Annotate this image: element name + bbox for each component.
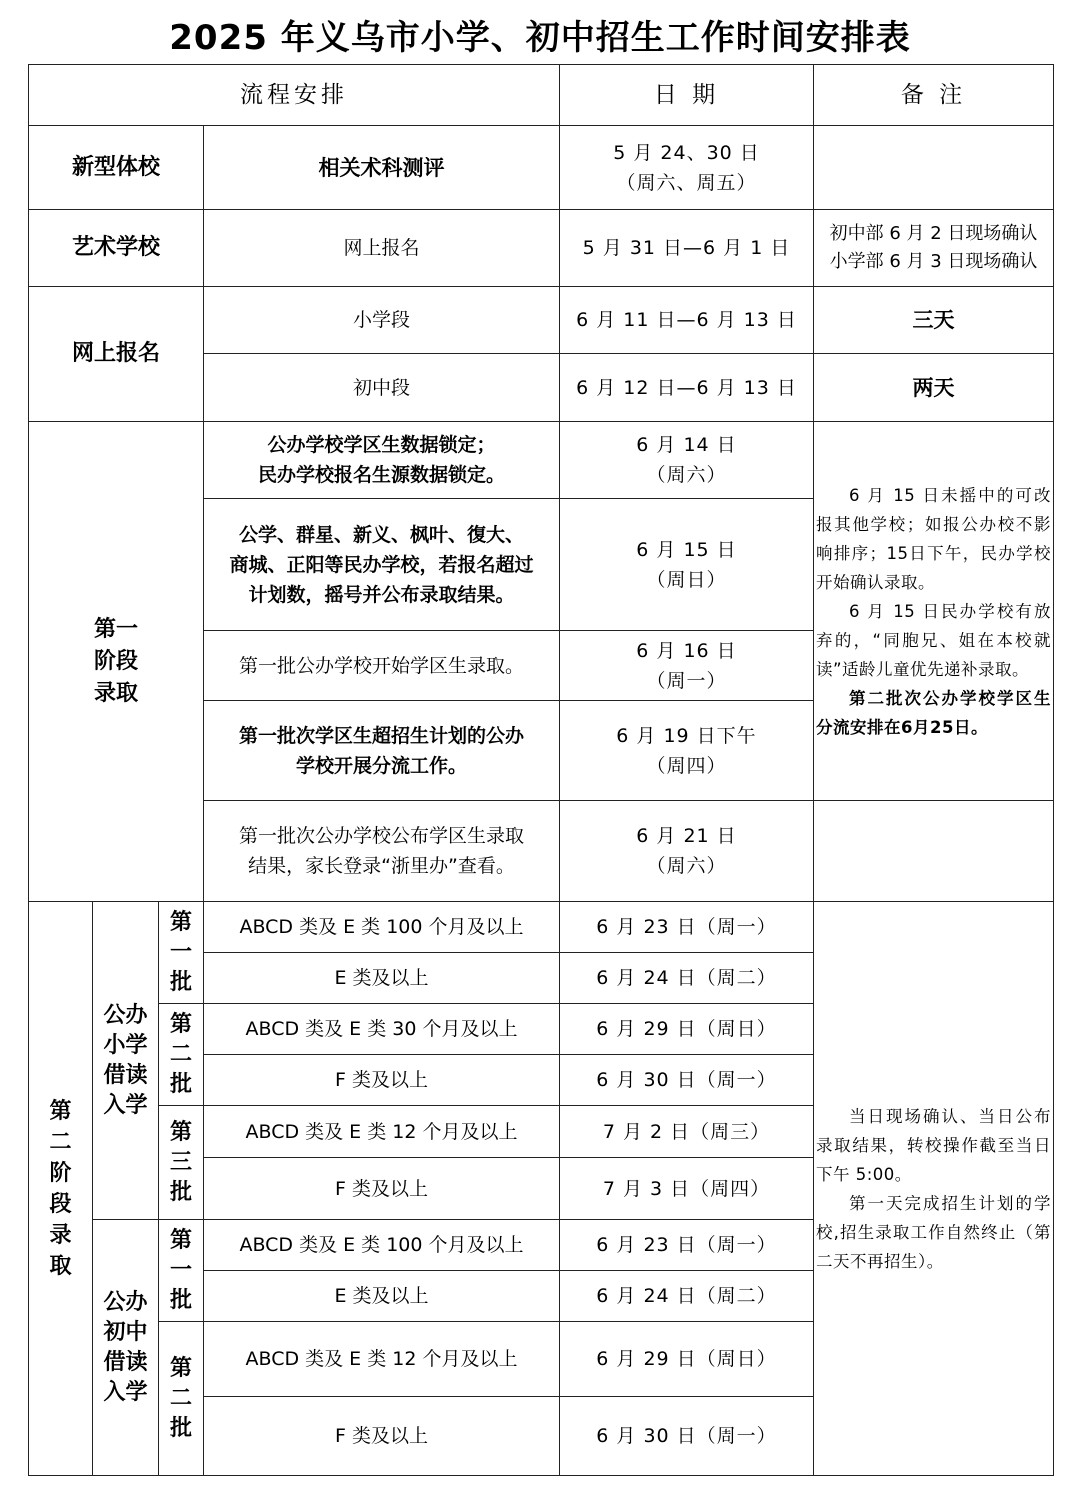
process-cell: E 类及以上	[204, 953, 560, 1004]
category-tixiao: 新型体校	[29, 126, 204, 210]
process-cell: ABCD 类及 E 类 100 个月及以上	[204, 902, 560, 953]
process-cell: E 类及以上	[204, 1271, 560, 1322]
header-process: 流程安排	[29, 65, 560, 126]
process-cell: 公学、群星、新义、枫叶、復大、 商城、正阳等民办学校，若报名超过 计划数，摇号并公布录取结果。	[204, 499, 560, 631]
category-wangshang: 网上报名	[29, 287, 204, 422]
process-cell: 初中段	[204, 354, 560, 422]
remark-cell: 两天	[814, 354, 1054, 422]
date-cell: 6 月 24 日（周二）	[560, 953, 814, 1004]
stage2-remark: 当日现场确认、当日公布录取结果，转校操作截至当日下午 5:00。 第一天完成招生计划的学校,招生录取工作自然终止（第二天不再招生）。	[814, 902, 1054, 1476]
date-cell: 6 月 29 日（周日）	[560, 1322, 814, 1397]
table-row	[29, 287, 1054, 354]
process-cell: ABCD 类及 E 类 100 个月及以上	[204, 1220, 560, 1271]
header-row	[29, 65, 1054, 126]
page-title: 2025 年义乌市小学、初中招生工作时间安排表	[169, 18, 911, 58]
remark-cell: 三天	[814, 287, 1054, 354]
category-yishu: 艺术学校	[29, 210, 204, 287]
remark-cell: 初中部 6 月 2 日现场确认 小学部 6 月 3 日现场确认	[814, 210, 1054, 287]
batch-label: 第 二 批	[159, 1004, 204, 1106]
table-row	[29, 210, 1054, 287]
date-cell: 5 月 24、30 日 （周六、周五）	[560, 126, 814, 210]
date-cell: 6 月 11 日—6 月 13 日	[560, 287, 814, 354]
table-row	[29, 126, 1054, 210]
batch-label: 第 一 批	[159, 1220, 204, 1322]
process-cell: 网上报名	[204, 210, 560, 287]
stage1-remark: 6 月 15 日未摇中的可改报其他学校；如报公办校不影响排序；15日下午，民办学校开始确认录取。 6 月 15 日民办学校有放弃的，“同胞兄、姐在本校就读”适龄儿童优先递补录取。 第二批次公办学校学区生分流安排在6月25日。	[814, 422, 1054, 801]
process-cell: 小学段	[204, 287, 560, 354]
stage2-label: 第 二 阶 段 录 取	[29, 902, 93, 1476]
process-cell: F 类及以上	[204, 1055, 560, 1106]
remark-cell	[814, 126, 1054, 210]
header-date: 日 期	[560, 65, 814, 126]
process-cell: 第一批次公办学校公布学区生录取 结果，家长登录“浙里办”查看。	[204, 801, 560, 902]
date-cell: 6 月 21 日 （周六）	[560, 801, 814, 902]
header-remark: 备 注	[814, 65, 1054, 126]
batch-label: 第 一 批	[159, 902, 204, 1004]
date-cell: 6 月 29 日（周日）	[560, 1004, 814, 1055]
table-row	[29, 422, 1054, 499]
date-cell: 6 月 30 日（周一）	[560, 1397, 814, 1476]
date-cell: 6 月 12 日—6 月 13 日	[560, 354, 814, 422]
remark-cell	[814, 801, 1054, 902]
process-cell: ABCD 类及 E 类 12 个月及以上	[204, 1322, 560, 1397]
batch-label: 第 二 批	[159, 1322, 204, 1476]
date-cell: 6 月 16 日 （周一）	[560, 631, 814, 701]
middle-school-label: 公办 初中 借读 入学	[93, 1220, 159, 1476]
process-cell: ABCD 类及 E 类 12 个月及以上	[204, 1106, 560, 1158]
date-cell: 6 月 24 日（周二）	[560, 1271, 814, 1322]
process-cell: 第一批公办学校开始学区生录取。	[204, 631, 560, 701]
date-cell: 6 月 23 日（周一）	[560, 902, 814, 953]
process-cell: F 类及以上	[204, 1158, 560, 1220]
date-cell: 7 月 3 日（周四）	[560, 1158, 814, 1220]
stage1-label: 第一 阶段 录取	[29, 422, 204, 902]
date-cell: 6 月 23 日（周一）	[560, 1220, 814, 1271]
process-cell: 公办学校学区生数据锁定； 民办学校报名生源数据锁定。	[204, 422, 560, 499]
date-cell: 6 月 14 日 （周六）	[560, 422, 814, 499]
primary-school-label: 公办 小学 借读 入学	[93, 902, 159, 1220]
process-cell: 第一批次学区生超招生计划的公办 学校开展分流工作。	[204, 701, 560, 801]
date-cell: 5 月 31 日—6 月 1 日	[560, 210, 814, 287]
schedule-table	[28, 64, 1054, 1476]
date-cell: 6 月 19 日下午 （周四）	[560, 701, 814, 801]
process-cell: ABCD 类及 E 类 30 个月及以上	[204, 1004, 560, 1055]
date-cell: 7 月 2 日（周三）	[560, 1106, 814, 1158]
date-cell: 6 月 15 日 （周日）	[560, 499, 814, 631]
table-row	[29, 902, 1054, 953]
date-cell: 6 月 30 日（周一）	[560, 1055, 814, 1106]
process-cell: 相关术科测评	[204, 126, 560, 210]
batch-label: 第 三 批	[159, 1106, 204, 1220]
process-cell: F 类及以上	[204, 1397, 560, 1476]
